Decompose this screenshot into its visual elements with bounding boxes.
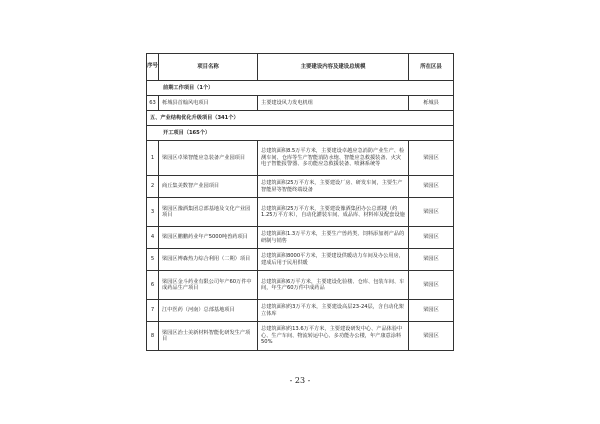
- section-row-prework: [147, 81, 454, 96]
- section-prework-title: 前期工作项目（1个）: [147, 81, 454, 96]
- section-started-title: 开工项目（165个）: [147, 126, 454, 141]
- row-content: 总建筑面积约3万平方米，主要建设高层23-24层，含自动化架立体库: [258, 300, 409, 322]
- row-content: 总建筑面积1.3万平方米，主要生产兽药类、饲料添加剂产品的研制与销售: [258, 227, 409, 249]
- row-district: 梁园区: [409, 141, 454, 176]
- table-row: [147, 271, 454, 300]
- row-project-name: 梁园区鹏鹏药业年产5000吨兽药项目: [159, 227, 258, 249]
- row-number: 63: [147, 96, 159, 111]
- row-content: 总建筑面积8000平方米，主要建设供暖动力车间及办公用房，建成后用于民用供暖: [258, 249, 409, 271]
- row-number: 8: [147, 322, 159, 351]
- table-row: [147, 198, 454, 227]
- row-number: 3: [147, 198, 159, 227]
- row-number: 7: [147, 300, 159, 322]
- row-project-name: 江中医药（河南）总部基地项目: [159, 300, 258, 322]
- row-district: 梁园区: [409, 249, 454, 271]
- row-district: 栎城县: [409, 96, 454, 111]
- table-row: [147, 227, 454, 249]
- row-number: 6: [147, 271, 159, 300]
- row-project-name: 梁园区金斗药业有限公司年产60万件中成药品生产项目: [159, 271, 258, 300]
- table-row: [147, 96, 454, 111]
- row-content: 总建筑面积6万平方米，主要建设化验楼、仓库、包装车间、车间，年生产60万件中成药品: [258, 271, 409, 300]
- header-content: 主要建设内容及建设总规模: [258, 54, 409, 81]
- header-project-name: 项目名称: [159, 54, 258, 81]
- section-row-started: [147, 126, 454, 141]
- row-content: 主要建设风力发电机组: [258, 96, 409, 111]
- row-project-name: 梁园区卓梁智能应急装备产业园项目: [159, 141, 258, 176]
- row-number: 5: [147, 249, 159, 271]
- table-row: [147, 322, 454, 351]
- table-header-row: [147, 54, 454, 81]
- row-number: 4: [147, 227, 159, 249]
- row-content: 总建筑面积25万平方米，主要建设厂房、研发车间，主要生产智能屏等智能终端设备: [258, 176, 409, 198]
- row-project-name: 梁园区博森热力综合利用（二期）项目: [159, 249, 258, 271]
- row-project-name: 梁园区豫酒集团总部基地及文化产业园项目: [159, 198, 258, 227]
- project-table: [146, 53, 454, 351]
- row-content: 总建筑面积约13.6万平方米，主要建设研发中心、产品体验中心、生产车间、物流转运中心、多功能办公楼，年产康意涂料50%: [258, 322, 409, 351]
- table-row: [147, 176, 454, 198]
- section-row-five: [147, 111, 454, 126]
- row-district: 梁园区: [409, 227, 454, 249]
- row-project-name: 栎城县首翰风电项目: [159, 96, 258, 111]
- row-district: 梁园区: [409, 271, 454, 300]
- section-five-title: 五、产业结构优化升级项目（341个）: [147, 111, 454, 126]
- page-number: - 23 -: [289, 376, 311, 385]
- row-project-name: 商丘集美数智产业园项目: [159, 176, 258, 198]
- row-content: 总建筑面积8.5万平方米，主要建设卓越应急消防产业生产、检测车间、仓库等生产智能消防水炮、智能应急救援装备、火灾电子智能报警器、多功能应急救援装备、喷淋系统等: [258, 141, 409, 176]
- row-number: 1: [147, 141, 159, 176]
- header-serial-number: 序号: [147, 54, 159, 81]
- row-district: 梁园区: [409, 198, 454, 227]
- row-number: 2: [147, 176, 159, 198]
- row-content: 总建筑面积25万平方米，主要建设豫酒集团办公总部楼（约1.25万平方米），自动化灌装车间、成品库、材料库及配套设施: [258, 198, 409, 227]
- row-district: 梁园区: [409, 300, 454, 322]
- header-district: 所在区县: [409, 54, 454, 81]
- table-row: [147, 249, 454, 271]
- table-row: [147, 300, 454, 322]
- row-district: 梁园区: [409, 322, 454, 351]
- row-project-name: 梁园区治士美新材料智能化研发生产项目: [159, 322, 258, 351]
- table-row: [147, 141, 454, 176]
- row-district: 梁园区: [409, 176, 454, 198]
